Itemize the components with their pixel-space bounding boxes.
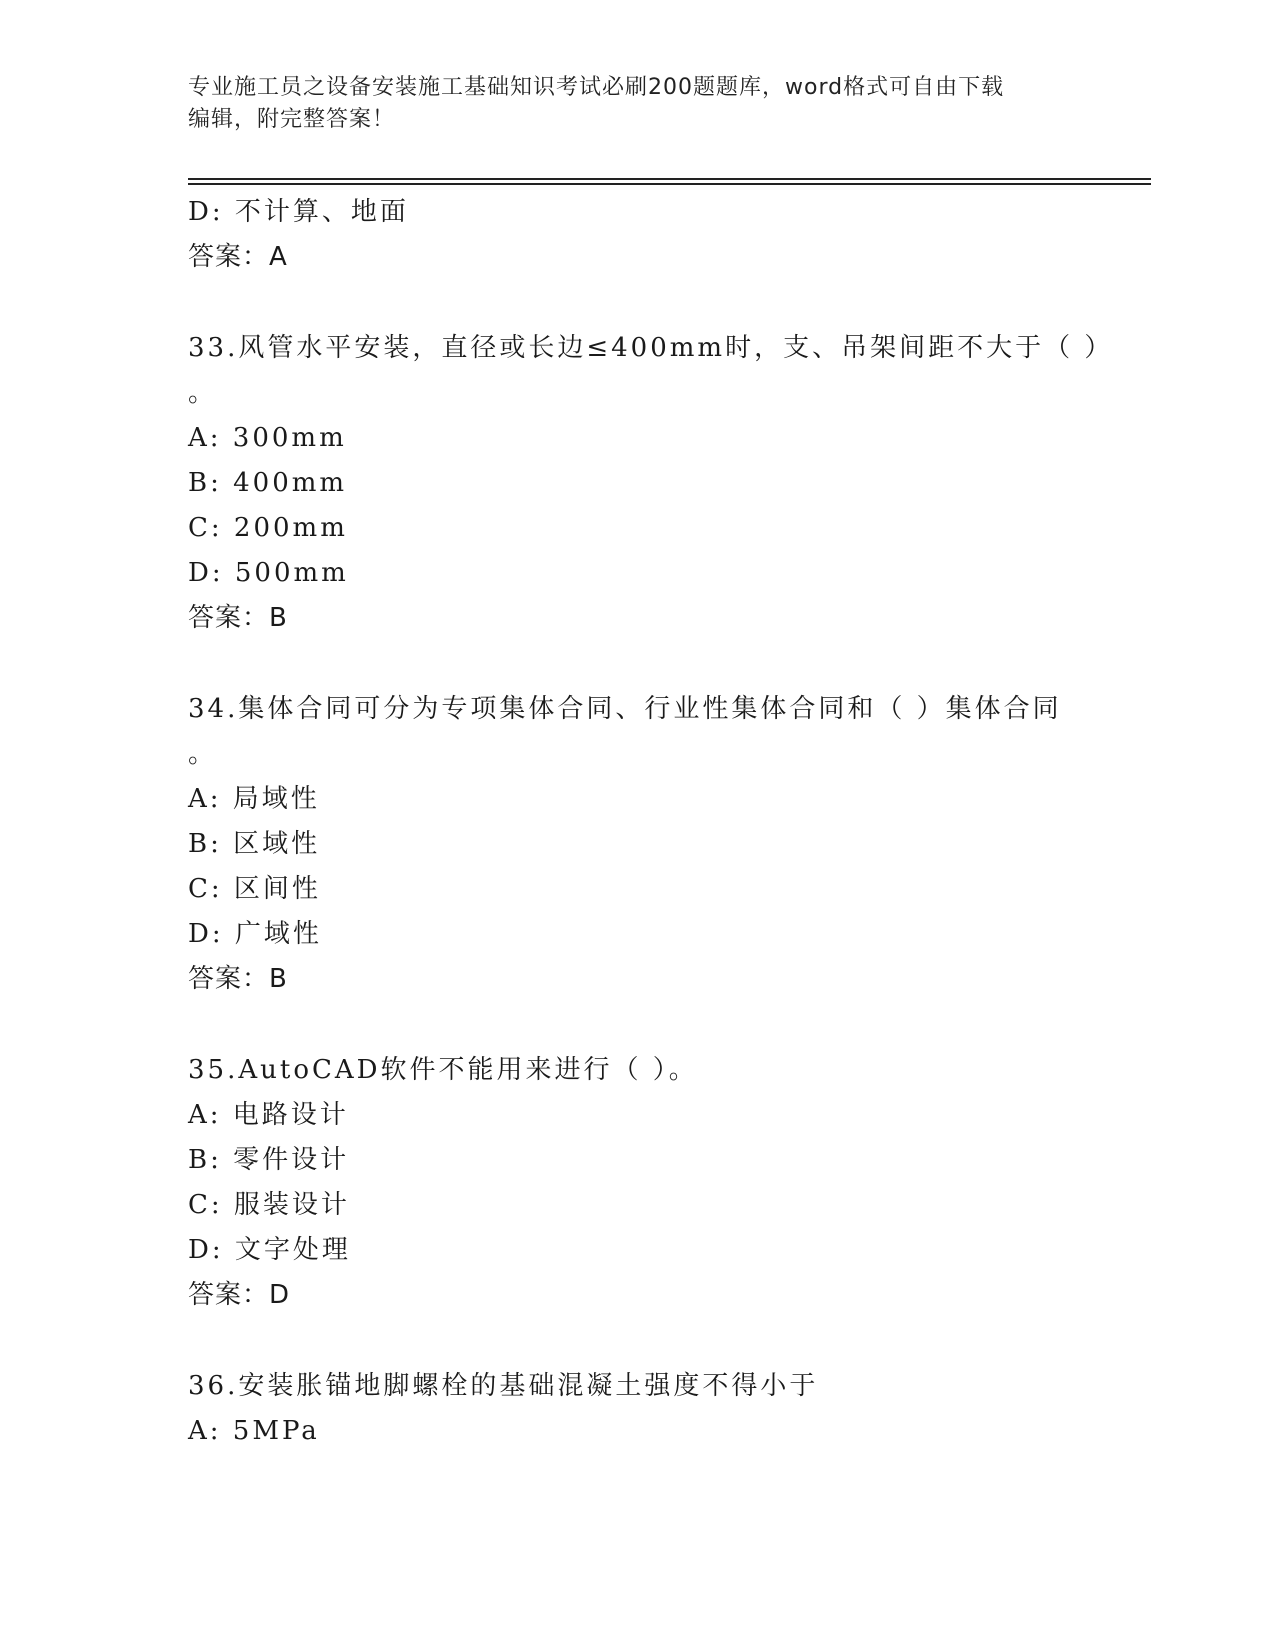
header-line-2: 编辑，附完整答案！ bbox=[188, 107, 396, 132]
answer-line: 答案：A bbox=[188, 242, 288, 272]
question-33 bbox=[188, 326, 1114, 641]
question-stem-continuation: 。 bbox=[188, 378, 215, 408]
question-stem-continuation: 。 bbox=[188, 739, 215, 769]
header-line-1: 专业施工员之设备安装施工基础知识考试必刷200题题库，word格式可自由下载 bbox=[188, 75, 1005, 100]
question-32-tail bbox=[188, 190, 1088, 280]
option-d: D: 500mm bbox=[188, 558, 349, 588]
question-36 bbox=[188, 1364, 1088, 1454]
option-a: A: 5MPa bbox=[188, 1416, 320, 1446]
question-stem: 33.风管水平安装，直径或长边≤400mm时，支、吊架间距不大于（ ） bbox=[188, 333, 1114, 363]
option-d: D: 不计算、地面 bbox=[188, 197, 409, 227]
header-divider-bottom bbox=[188, 183, 1151, 185]
option-a: A: 局域性 bbox=[188, 784, 320, 814]
option-a: A: 电路设计 bbox=[188, 1100, 349, 1130]
question-list bbox=[188, 190, 1114, 1454]
answer-line: 答案：B bbox=[188, 964, 288, 994]
question-stem: 36.安装胀锚地脚螺栓的基础混凝土强度不得小于 bbox=[188, 1371, 819, 1401]
option-d: D: 文字处理 bbox=[188, 1235, 351, 1265]
option-c: C: 区间性 bbox=[188, 874, 321, 904]
option-b: B: 400mm bbox=[188, 468, 348, 498]
option-a: A: 300mm bbox=[188, 423, 347, 453]
header-divider-top bbox=[188, 178, 1151, 180]
option-c: C: 服装设计 bbox=[188, 1190, 350, 1220]
question-34 bbox=[188, 687, 1088, 1002]
question-stem: 35.AutoCAD软件不能用来进行（ ）。 bbox=[188, 1055, 698, 1085]
answer-line: 答案：B bbox=[188, 603, 288, 633]
option-c: C: 200mm bbox=[188, 513, 348, 543]
question-35 bbox=[188, 1048, 1088, 1318]
answer-line: 答案：D bbox=[188, 1280, 291, 1310]
option-b: B: 区域性 bbox=[188, 829, 321, 859]
question-stem: 34.集体合同可分为专项集体合同、行业性集体合同和（ ）集体合同 bbox=[188, 694, 1062, 724]
option-b: B: 零件设计 bbox=[188, 1145, 350, 1175]
option-d: D: 广域性 bbox=[188, 919, 322, 949]
document-header bbox=[188, 72, 1068, 136]
